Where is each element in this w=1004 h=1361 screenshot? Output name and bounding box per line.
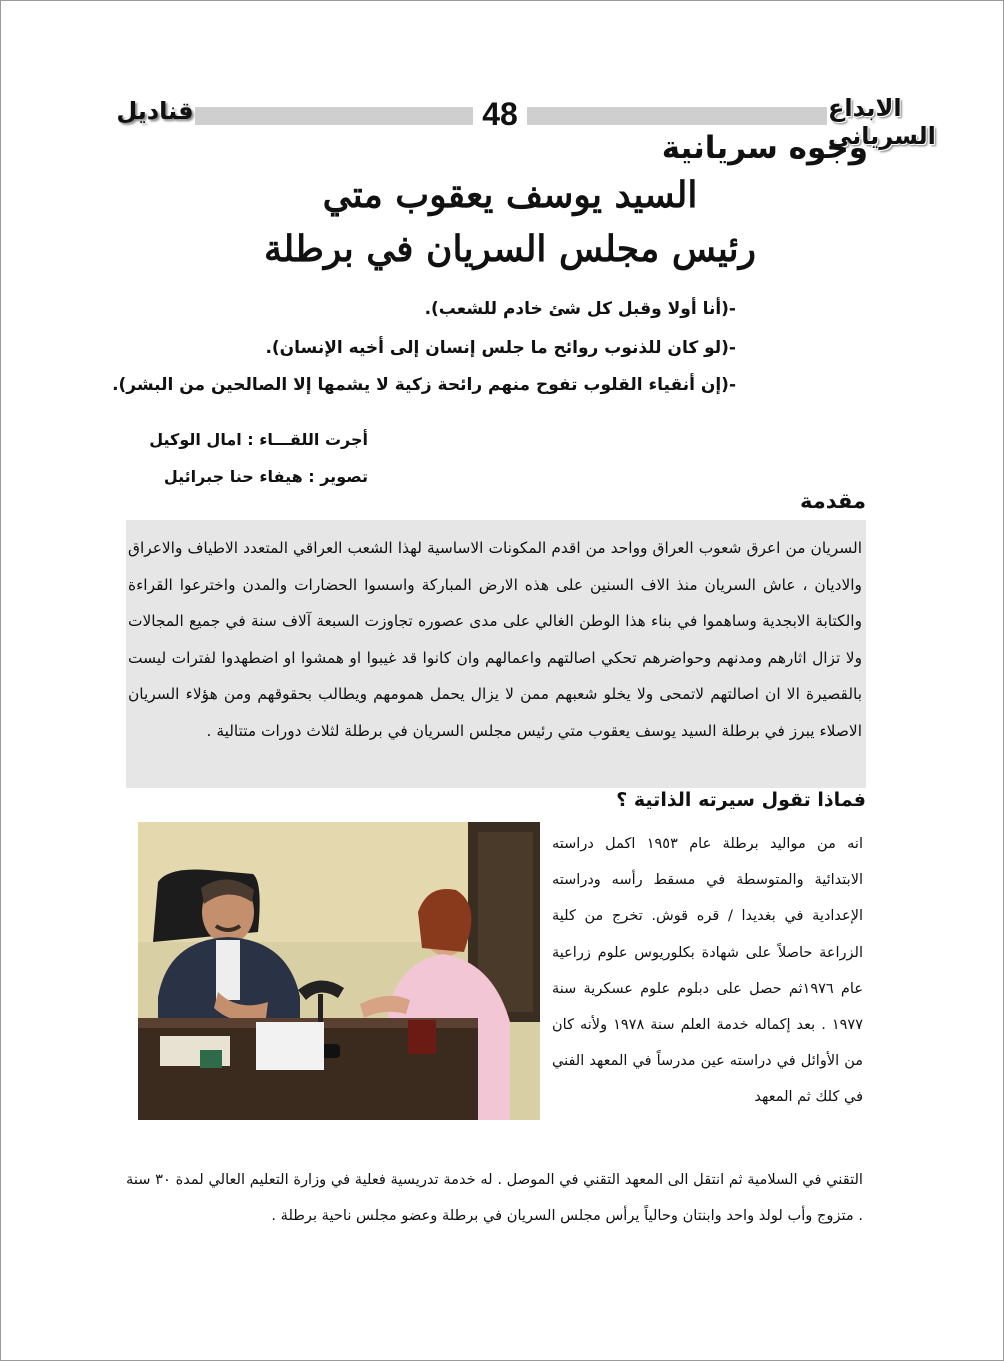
quote-3: -(إن أنقياء القلوب تفوح منهم رائحة زكية لا يشمها إلا الصالحين من البشر). [112, 375, 736, 395]
interview-credit: أجرت اللقـــاء : امال الوكيل [149, 430, 368, 449]
section-name: قناديل [116, 97, 194, 125]
magazine-name: الابداع السرياني [828, 94, 936, 150]
bio-heading: فماذا تقول سيرته الذاتية ؟ [616, 789, 866, 811]
intro-heading: مقدمة [800, 489, 866, 513]
section-label: وجوه سريانية [661, 130, 868, 166]
bio-paragraph: انه من مواليد برطلة عام ١٩٥٣ اكمل دراسته الابتدائية والمتوسطة في مسقط رأسه ودراسته الإعدادية في بغديدا / قره قوش. تخرج من كلية الزراعة حاصلاً على شهادة بكلوريوس علوم زراعية عام ١٩٧٦ثم حصل على دبلوم علوم عسكرية سنة ١٩٧٧ . بعد إكماله خدمة العلم سنة ١٩٧٨ ولأنه كان من الأوائل في دراسته عين مدرساً في المعهد الفني في كلك ثم المعهد [552, 836, 863, 1106]
article-title-line1: السيد يوسف يعقوب متي [322, 174, 698, 216]
header-bar-right [527, 107, 827, 125]
article-title-line2: رئيس مجلس السريان في برطلة [264, 228, 756, 270]
quote-1: -(أنا أولا وقبل كل شئ خادم للشعب). [424, 299, 736, 319]
page-number: 48 [482, 96, 518, 132]
quote-2: -(لو كان للذنوب روائح ما جلس إنسان إلى أخيه الإنسان). [265, 338, 736, 358]
bio-paragraph-continued: التقني في السلامية ثم انتقل الى المعهد التقني في الموصل . له خدمة تدريسية فعلية في وزارة التعليم العالي لمدة ٣٠ سنة . متزوج وأب لولد واحد وابنتان وحالياً يرأس مجلس السريان في برطلة وعضو مجلس ناحية برطلة . [126, 1171, 863, 1225]
header-bar-left [195, 107, 473, 125]
interview-photo [138, 822, 540, 1120]
intro-paragraph: السريان من اعرق شعوب العراق وواحد من اقدم المكونات الاساسية لهذا الشعب العراقي المتعدد الاطياف والاعراق والاديان ، عاش السريان منذ الاف السنين على هذه الارض المباركة واسسوا الحضارات والمدن واخترعوا القراءة والكتابة الابجدية وساهموا في بناء هذا الوطن الغالي على مدى عصوره تجاوزت السبعة آلاف سنة في جميع المجالات ولا تزال اثارهم ومدنهم وحواضرهم تحكي اصالتهم واعمالهم وان كانوا قد غيبوا او همشوا او اضطهدوا لفترات ليست بالقصيرة الا ان اصالتهم لاتمحى ولا يخلو شعبهم ممن لا يزال يحمل همومهم ويطالب بحقوقهم ومن هؤلاء السريان الاصلاء يبرز في برطلة السيد يوسف يعقوب متي رئيس مجلس السريان في برطلة لثلاث دورات متتالية . [128, 539, 862, 740]
photo-credit: تصوير : هيفاء حنا جبرائيل [163, 467, 368, 486]
